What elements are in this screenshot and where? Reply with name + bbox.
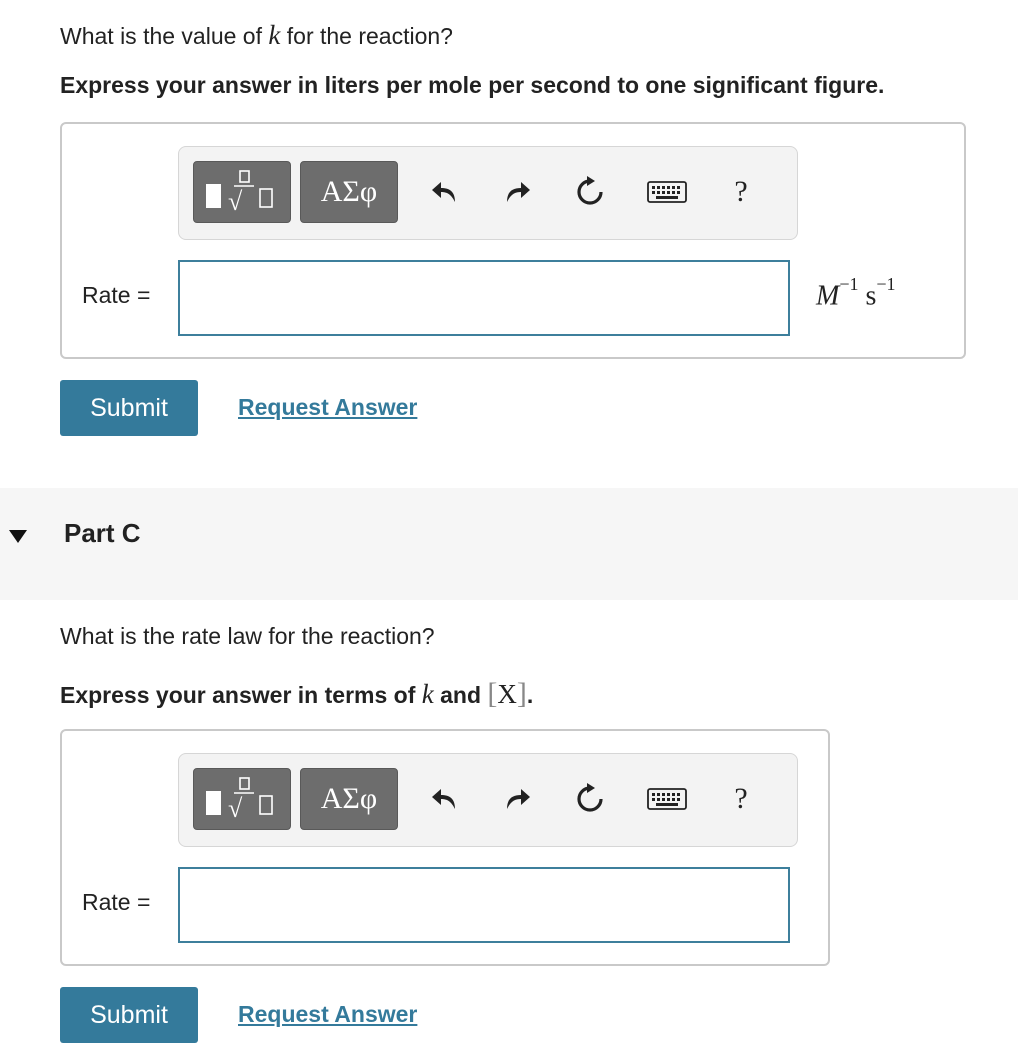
collapse-triangle-icon[interactable] bbox=[8, 528, 28, 549]
fraction-sqrt-template-icon[interactable] bbox=[193, 161, 291, 223]
partC-request-answer-link[interactable]: Request Answer bbox=[238, 1001, 418, 1027]
partB-rate-input[interactable] bbox=[178, 260, 790, 336]
partB-request-answer-link[interactable]: Request Answer bbox=[238, 394, 418, 420]
partB-question: What is the value of k for the reaction? bbox=[60, 20, 453, 50]
partC-question: What is the rate law for the reaction? bbox=[60, 623, 435, 649]
reset-icon[interactable] bbox=[573, 782, 607, 816]
partC-header[interactable] bbox=[0, 488, 1018, 600]
partC-submit-button[interactable]: Submit bbox=[60, 987, 198, 1043]
help-button[interactable]: ? bbox=[734, 782, 748, 815]
keyboard-icon[interactable] bbox=[647, 175, 687, 209]
partB-answer-box bbox=[60, 122, 966, 359]
partC-title[interactable]: Part C bbox=[64, 518, 141, 548]
partB-instruction: Express your answer in liters per mole per second to one significant figure. bbox=[60, 72, 885, 98]
partB-rate-label: Rate = bbox=[82, 282, 151, 308]
reset-icon[interactable] bbox=[573, 175, 607, 209]
undo-icon[interactable] bbox=[427, 175, 461, 209]
redo-icon[interactable] bbox=[501, 175, 535, 209]
svg-text:√: √ bbox=[228, 794, 243, 822]
redo-icon[interactable] bbox=[501, 782, 535, 816]
partB-math-toolbar bbox=[178, 146, 798, 240]
undo-icon[interactable] bbox=[427, 782, 461, 816]
keyboard-icon[interactable] bbox=[647, 782, 687, 816]
partB-submit-button[interactable]: Submit bbox=[60, 380, 198, 436]
partC-rate-label: Rate = bbox=[82, 889, 151, 915]
partC-rate-input[interactable] bbox=[178, 867, 790, 943]
partC-instruction: Express your answer in terms of k and [X]. bbox=[60, 677, 534, 710]
partC-answer-box bbox=[60, 729, 830, 966]
help-button[interactable]: ? bbox=[734, 175, 748, 208]
greek-symbols-button[interactable]: ΑΣφ bbox=[300, 768, 398, 830]
greek-symbols-button[interactable]: ΑΣφ bbox=[300, 161, 398, 223]
partC-math-toolbar bbox=[178, 753, 798, 847]
partB-units: $M^{-1}$ $s^{-1}$ bbox=[816, 274, 896, 312]
svg-text:√: √ bbox=[228, 187, 243, 215]
fraction-sqrt-template-icon[interactable] bbox=[193, 768, 291, 830]
